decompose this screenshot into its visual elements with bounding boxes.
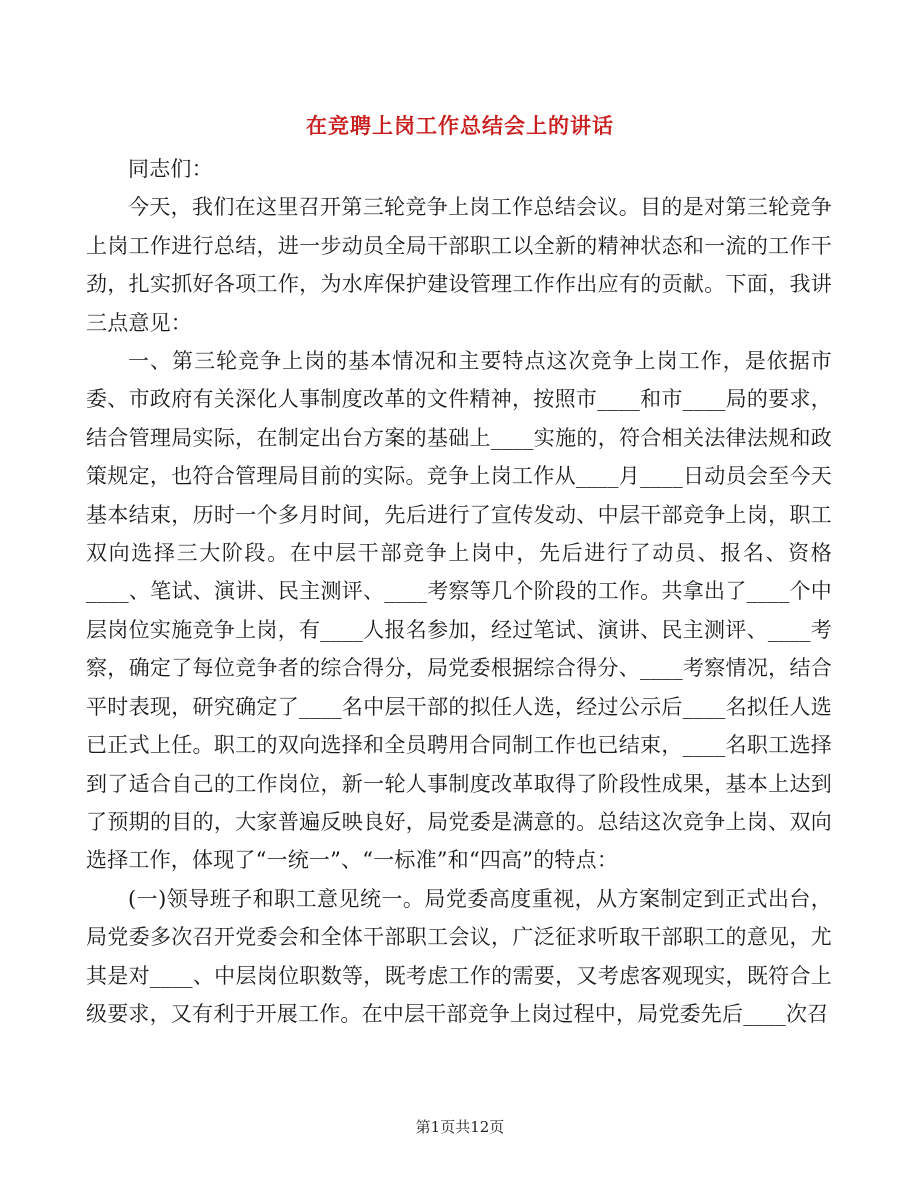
subsection-one-paragraph: (一)领导班子和职工意见统一。局党委高度重视，从方案制定到正式出台，局党委多次召开党委会和全体干部职工会议，广泛征求听取干部职工的意见，尤其是对____、中层岗位职数等，既考虑工作的需要，又考虑客观现实，既符合上级要求，又有利于开展工作。在中层干部竞争上岗过程中，局党委先后____次召: [86, 886, 832, 1026]
page-number-footer: 第1页共12页: [415, 1118, 505, 1136]
intro-paragraph: 今天，我们在这里召开第三轮竞争上岗工作总结会议。目的是对第三轮竞争上岗工作进行总结，进一步动员全局干部职工以全新的精神状态和一流的工作干劲，扎实抓好各项工作，为水库保护建设管理工作作出应有的贡献。下面，我讲三点意见：: [86, 195, 832, 335]
section-one-paragraph: 一、第三轮竞争上岗的基本情况和主要特点这次竞争上岗工作，是依据市委、市政府有关深化人事制度改革的文件精神，按照市____和市____局的要求，结合管理局实际，在制定出台方案的基础上____实施的，符合相关法律法规和政策规定，也符合管理局目前的实际。竞争上岗工作从____月____日动员会至今天基本结束，历时一个多月时间，先后进行了宣传发动、中层干部竞争上岗，职工双向选择三大阶段。在中层干部竞争上岗中，先后进行了动员、报名、资格____、笔试、演讲、民主测评、____考察等几个阶段的工作。共拿出了____个中层岗位实施竞争上岗，有____人报名参加，经过笔试、演讲、民主测评、____考察，确定了每位竞争者的综合得分，局党委根据综合得分、____考察情况，结合平时表现，研究确定了____名中层干部的拟任人选，经过公示后____名拟任人选已正式上任。职工的双向选择和全员聘用合同制工作也已结束，____名职工选择到了适合自己的工作岗位，新一轮人事制度改革取得了阶段性成果，基本上达到了预期的目的，大家普遍反映良好，局党委是满意的。总结这次竞争上岗、双向选择工作，体现了“一统一”、“一标准”和“四高”的特点：: [86, 349, 832, 873]
salutation-paragraph: 同志们：: [128, 157, 213, 181]
document-title: 在竞聘上岗工作总结会上的讲话: [306, 114, 614, 138]
document-body: [86, 150, 832, 1033]
